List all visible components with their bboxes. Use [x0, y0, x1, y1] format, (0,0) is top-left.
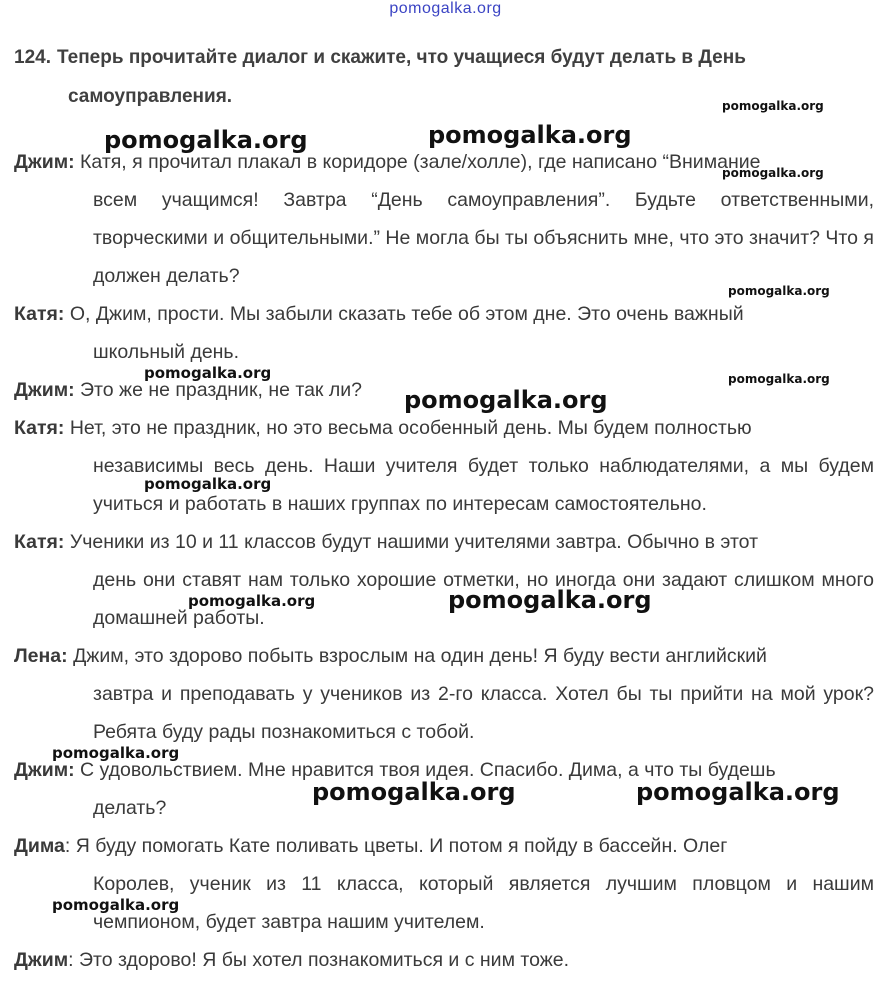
dialog-replica [14, 409, 874, 523]
speaker-name: Джим: [14, 759, 75, 781]
replica-first-line: Нет, это не праздник, но это весьма особенный день. Мы будем полностью [64, 417, 752, 439]
replica-rest: день они ставят нам только хорошие отметки, но иногда они задают слишком много домашней работы. [93, 569, 874, 629]
speaker-colon: : [68, 949, 74, 971]
replica-rest: завтра и преподавать у учеников из 2-го класса. Хотел бы ты прийти на мой урок? Ребята буду рады познакомиться с тобой. [93, 683, 874, 743]
speaker-name: Катя: [14, 303, 65, 325]
watermark: pomogalka.org [144, 364, 272, 382]
replica-rest: всем учащимся! Завтра “День самоуправления”. Будьте ответственными, творческими и общительными.” Не могла бы ты объяснить мне, что это значит? Что я должен делать? [93, 189, 874, 287]
task-number: 124. [14, 47, 51, 68]
dialog-replica [14, 941, 874, 979]
speaker-name: Джим: [14, 379, 75, 401]
dialog-replica [14, 295, 874, 371]
replica-rest: школьный день. [93, 341, 240, 363]
watermark: pomogalka.org [728, 372, 830, 386]
watermark: pomogalka.org [636, 778, 840, 806]
speaker-name: Катя: [14, 531, 65, 553]
replica-first-line: С удовольствием. Мне нравится твоя идея. Спасибо. Дима, а что ты будешь [74, 759, 776, 781]
dialog-replica [14, 523, 874, 637]
replica-first-line: Это здорово! Я бы хотел познакомиться и с ним тоже. [73, 949, 570, 971]
task-text-line1: Теперь прочитайте диалог и скажите, что учащиеся будут делать в День [56, 47, 746, 68]
speaker-name: Лена: [14, 645, 68, 667]
watermark: pomogalka.org [722, 166, 824, 180]
replica-first-line: Ученики из 10 и 11 классов будут нашими учителями завтра. Обычно в этот [64, 531, 759, 553]
replica-first-line: Джим, это здорово побыть взрослым на один день! Я буду вести английский [67, 645, 767, 667]
watermark: pomogalka.org [722, 99, 824, 113]
speaker-name: Дима [14, 835, 65, 857]
speaker-name: Джим [14, 949, 69, 971]
speaker-colon: : [64, 835, 71, 857]
replica-first-line: Это же не праздник, не так ли? [74, 379, 362, 401]
watermark: pomogalka.org [728, 284, 830, 298]
task-text-line2: самоуправления. [68, 86, 233, 107]
dialog [14, 143, 874, 979]
replica-first-line: Я буду помогать Кате поливать цветы. И потом я пойду в бассейн. Олег [70, 835, 728, 857]
speaker-name: Катя: [14, 417, 65, 439]
site-header-watermark: pomogalka.org [389, 0, 502, 17]
replica-first-line: Катя, я прочитал плакал в коридоре (зале/холле), где написано “Внимание [74, 151, 761, 173]
replica-rest: делать? [93, 797, 167, 819]
watermark: pomogalka.org [428, 121, 632, 149]
watermark: pomogalka.org [404, 386, 608, 414]
replica-rest: Королев, ученик из 11 класса, который является лучшим пловцом и нашим чемпионом, будет завтра нашим учителем. [93, 873, 874, 933]
watermark: pomogalka.org [52, 896, 180, 914]
watermark: pomogalka.org [144, 475, 272, 493]
replica-first-line: О, Джим, прости. Мы забыли сказать тебе об этом дне. Это очень важный [64, 303, 744, 325]
watermark: pomogalka.org [188, 592, 316, 610]
dialog-replica [14, 827, 874, 941]
watermark: pomogalka.org [448, 586, 652, 614]
speaker-name: Джим: [14, 151, 75, 173]
watermark: pomogalka.org [52, 744, 180, 762]
watermark: pomogalka.org [104, 126, 308, 154]
dialog-replica [14, 637, 874, 751]
replica-rest: независимы весь день. Наши учителя будет только наблюдателями, а мы будем учиться и работать в наших группах по интересам самостоятельно. [93, 455, 874, 515]
watermark: pomogalka.org [312, 778, 516, 806]
